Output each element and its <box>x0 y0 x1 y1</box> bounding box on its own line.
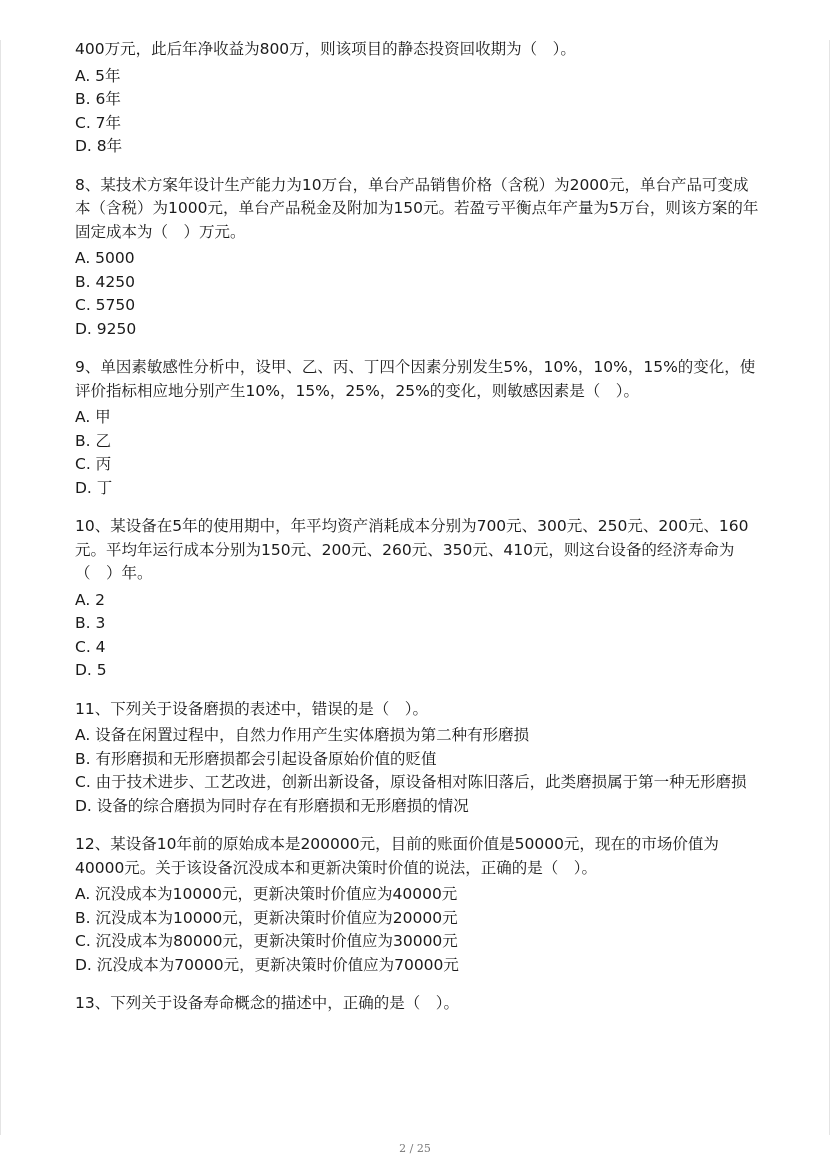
question-9 <box>75 356 760 500</box>
option-list <box>75 406 760 500</box>
option-c: C. 沉没成本为80000元，更新决策时价值应为30000元 <box>75 932 458 950</box>
question-text: 400万元，此后年净收益为800万，则该项目的静态投资回收期为（ ）。 <box>75 40 576 58</box>
question-text: 9、单因素敏感性分析中，设甲、乙、丙、丁四个因素分别发生5%，10%，10%，15%的变化，使评价指标相应地分别产生10%，15%，25%，25%的变化，则敏感因素是（ ）。 <box>75 358 756 400</box>
option-list <box>75 724 760 818</box>
option-c: C. 4 <box>75 637 106 656</box>
page-number: 2 / 25 <box>399 1142 431 1155</box>
option-d: D. 丁 <box>75 478 113 497</box>
document-page <box>75 38 760 1031</box>
question-text: 10、某设备在5年的使用期中，年平均资产消耗成本分别为700元、300元、250元、200元、160元。平均年运行成本分别为150元、200元、260元、350元、410元，则这台设备的经济寿命为（ ）年。 <box>75 517 749 582</box>
option-list <box>75 65 760 159</box>
option-d: D. 设备的综合磨损为同时存在有形磨损和无形磨损的情况 <box>75 796 469 815</box>
question-12 <box>75 833 760 977</box>
option-list <box>75 589 760 683</box>
question-text: 12、某设备10年前的原始成本是200000元，目前的账面价值是50000元，现在的市场价值为40000元。关于该设备沉没成本和更新决策时价值的说法，正确的是（ ）。 <box>75 835 719 877</box>
option-d: D. 沉没成本为70000元，更新决策时价值应为70000元 <box>75 955 459 974</box>
option-b: B. 有形磨损和无形磨损都会引起设备原始价值的贬值 <box>75 749 437 768</box>
question-7-continued <box>75 38 760 159</box>
option-b: B. 4250 <box>75 272 135 291</box>
option-d: D. 9250 <box>75 319 137 338</box>
page-left-edge <box>0 40 1 1135</box>
question-13 <box>75 992 760 1016</box>
option-c: C. 由于技术进步、工艺改进，创新出新设备，原设备相对陈旧落后，此类磨损属于第一种无形磨损 <box>75 773 747 791</box>
option-b: B. 6年 <box>75 90 121 108</box>
question-11 <box>75 698 760 819</box>
option-d: D. 8年 <box>75 137 123 155</box>
option-b: B. 乙 <box>75 431 111 450</box>
option-list <box>75 247 760 341</box>
option-c: C. 7年 <box>75 113 122 132</box>
option-a: A. 沉没成本为10000元，更新决策时价值应为40000元 <box>75 885 458 903</box>
option-b: B. 沉没成本为10000元，更新决策时价值应为20000元 <box>75 908 458 927</box>
option-list <box>75 883 760 977</box>
question-text: 8、某技术方案年设计生产能力为10万台，单台产品销售价格（含税）为2000元，单台产品可变成本（含税）为1000元，单台产品税金及附加为150元。若盈亏平衡点年产量为5万台，则该方案的年固定成本为（ ）万元。 <box>75 175 759 241</box>
option-c: C. 丙 <box>75 455 112 473</box>
option-a: A. 5000 <box>75 249 135 267</box>
option-a: A. 5年 <box>75 66 121 85</box>
question-text: 11、下列关于设备磨损的表述中，错误的是（ ）。 <box>75 699 428 718</box>
option-a: A. 设备在闲置过程中，自然力作用产生实体磨损为第二种有形磨损 <box>75 726 530 744</box>
option-a: A. 2 <box>75 590 106 609</box>
question-10 <box>75 515 760 683</box>
option-d: D. 5 <box>75 661 107 679</box>
option-c: C. 5750 <box>75 296 136 314</box>
question-8 <box>75 174 760 342</box>
option-b: B. 3 <box>75 614 106 632</box>
option-a: A. 甲 <box>75 408 111 426</box>
question-text: 13、下列关于设备寿命概念的描述中，正确的是（ ）。 <box>75 994 459 1012</box>
